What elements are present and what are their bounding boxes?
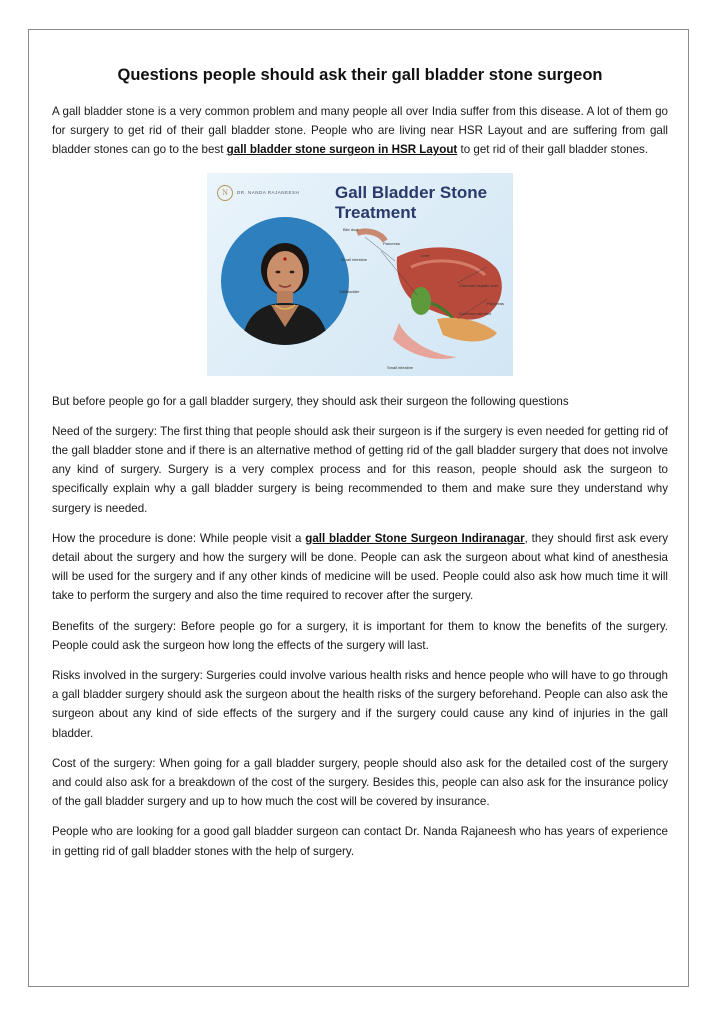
doctor-portrait bbox=[221, 217, 349, 345]
banner-title-line2: Treatment bbox=[335, 202, 417, 222]
logo-text: DR. NANDA RAJANEESH bbox=[237, 190, 300, 196]
intro-paragraph bbox=[52, 102, 668, 160]
banner-title-line1: Gall Bladder Stone bbox=[335, 182, 488, 202]
label-small-intestine: Small intestine bbox=[341, 256, 368, 262]
questions-intro-paragraph: But before people go for a gall bladder surgery, they should ask their surgeon the following questions bbox=[52, 394, 569, 408]
benefits-paragraph: Benefits of the surgery: Before people go for a surgery, it is important for them to know the benefits of the surgery. People could ask the surgeon how long the effects of the surgery will last. bbox=[52, 619, 668, 652]
document-body bbox=[52, 66, 668, 872]
hsr-layout-surgeon-link[interactable]: gall bladder stone surgeon in HSR Layout bbox=[226, 143, 458, 157]
document-title: Questions people should ask their gall bladder stone surgeon bbox=[117, 66, 603, 84]
cost-paragraph: Cost of the surgery: When going for a gall bladder surgery, people should also ask for the detailed cost of the surgery and could also ask for a breakdown of the cost of the surgery. Besides this, people can also ask for the insurance policy of the gall bladder surgery and up to how much the cost will be covered by insurance. bbox=[52, 756, 668, 809]
label-small-intestine-bottom: Small intestine bbox=[387, 364, 414, 370]
logo-mark: N bbox=[217, 185, 233, 201]
label-common-hepatic-duct: Common hepatic duct bbox=[459, 282, 498, 288]
procedure-paragraph bbox=[52, 529, 668, 606]
need-of-surgery-paragraph: Need of the surgery: The first thing that people should ask their surgeon is if the surgery is even needed for getting rid of the gall bladder stone and if there is an alternative method of getting rid of the gall bladder surgery that does not involve any kind of surgery. Surgery is a very complex process and for this reason, people should ask the surgeon to specifically explain why a gall bladder surgery is being recommended to them and make sure they understand why surgery is needed. bbox=[52, 424, 668, 515]
label-pancreas-right: Pancreas bbox=[487, 300, 504, 306]
intro-text-before: A gall bladder stone is a very common problem and many people all over India suffer from this disease. A lot of them go for surgery to get rid of their gall bladder stone. People who are living near HSR Layout and are suffering from gall bladder stones can go to the best bbox=[52, 105, 668, 157]
label-bile-duct: Bile duct bbox=[343, 226, 359, 232]
contact-paragraph: People who are looking for a good gall bladder surgeon can contact Dr. Nanda Rajaneesh who has years of experience in getting rid of gall bladder stones with the help of surgery. bbox=[52, 825, 668, 858]
indiranagar-surgeon-link[interactable]: gall bladder Stone Surgeon Indiranagar bbox=[305, 531, 525, 545]
label-liver: Liver bbox=[421, 252, 430, 258]
doctor-photo-illustration bbox=[221, 217, 349, 345]
banner-title bbox=[335, 183, 505, 223]
label-common-bile-duct: Common bile duct bbox=[459, 310, 492, 316]
label-pancreas: Pancreas bbox=[383, 240, 400, 246]
intro-text-after: to get rid of their gall bladder stones. bbox=[457, 143, 649, 157]
procedure-text-after: , they should first ask every detail about the surgery and how the surgery will be done. People can ask the surgeon about what kind of anesthesia will be used for the surgery and if any other kinds of medicine will be used. People could also ask how much time it will take to perform the surgery and also the time required to recover after the surgery. bbox=[52, 531, 668, 603]
pancreas-shape bbox=[437, 317, 497, 341]
label-gallbladder: Gallbladder bbox=[339, 288, 360, 294]
procedure-text-before: How the procedure is done: While people visit a bbox=[52, 531, 306, 545]
risks-paragraph: Risks involved in the surgery: Surgeries could involve various health risks and hence people who will have to go through a gall bladder surgery should ask the surgeon about the health risks of the surgery beforehand. People can also ask the surgeon about any kind of side effects of the surgery and if the surgery could cause any kind of injuries in the gall bladder. bbox=[52, 669, 668, 740]
treatment-banner-image bbox=[207, 173, 513, 376]
gallbladder-anatomy-diagram bbox=[337, 223, 509, 373]
clinic-logo bbox=[217, 185, 299, 201]
